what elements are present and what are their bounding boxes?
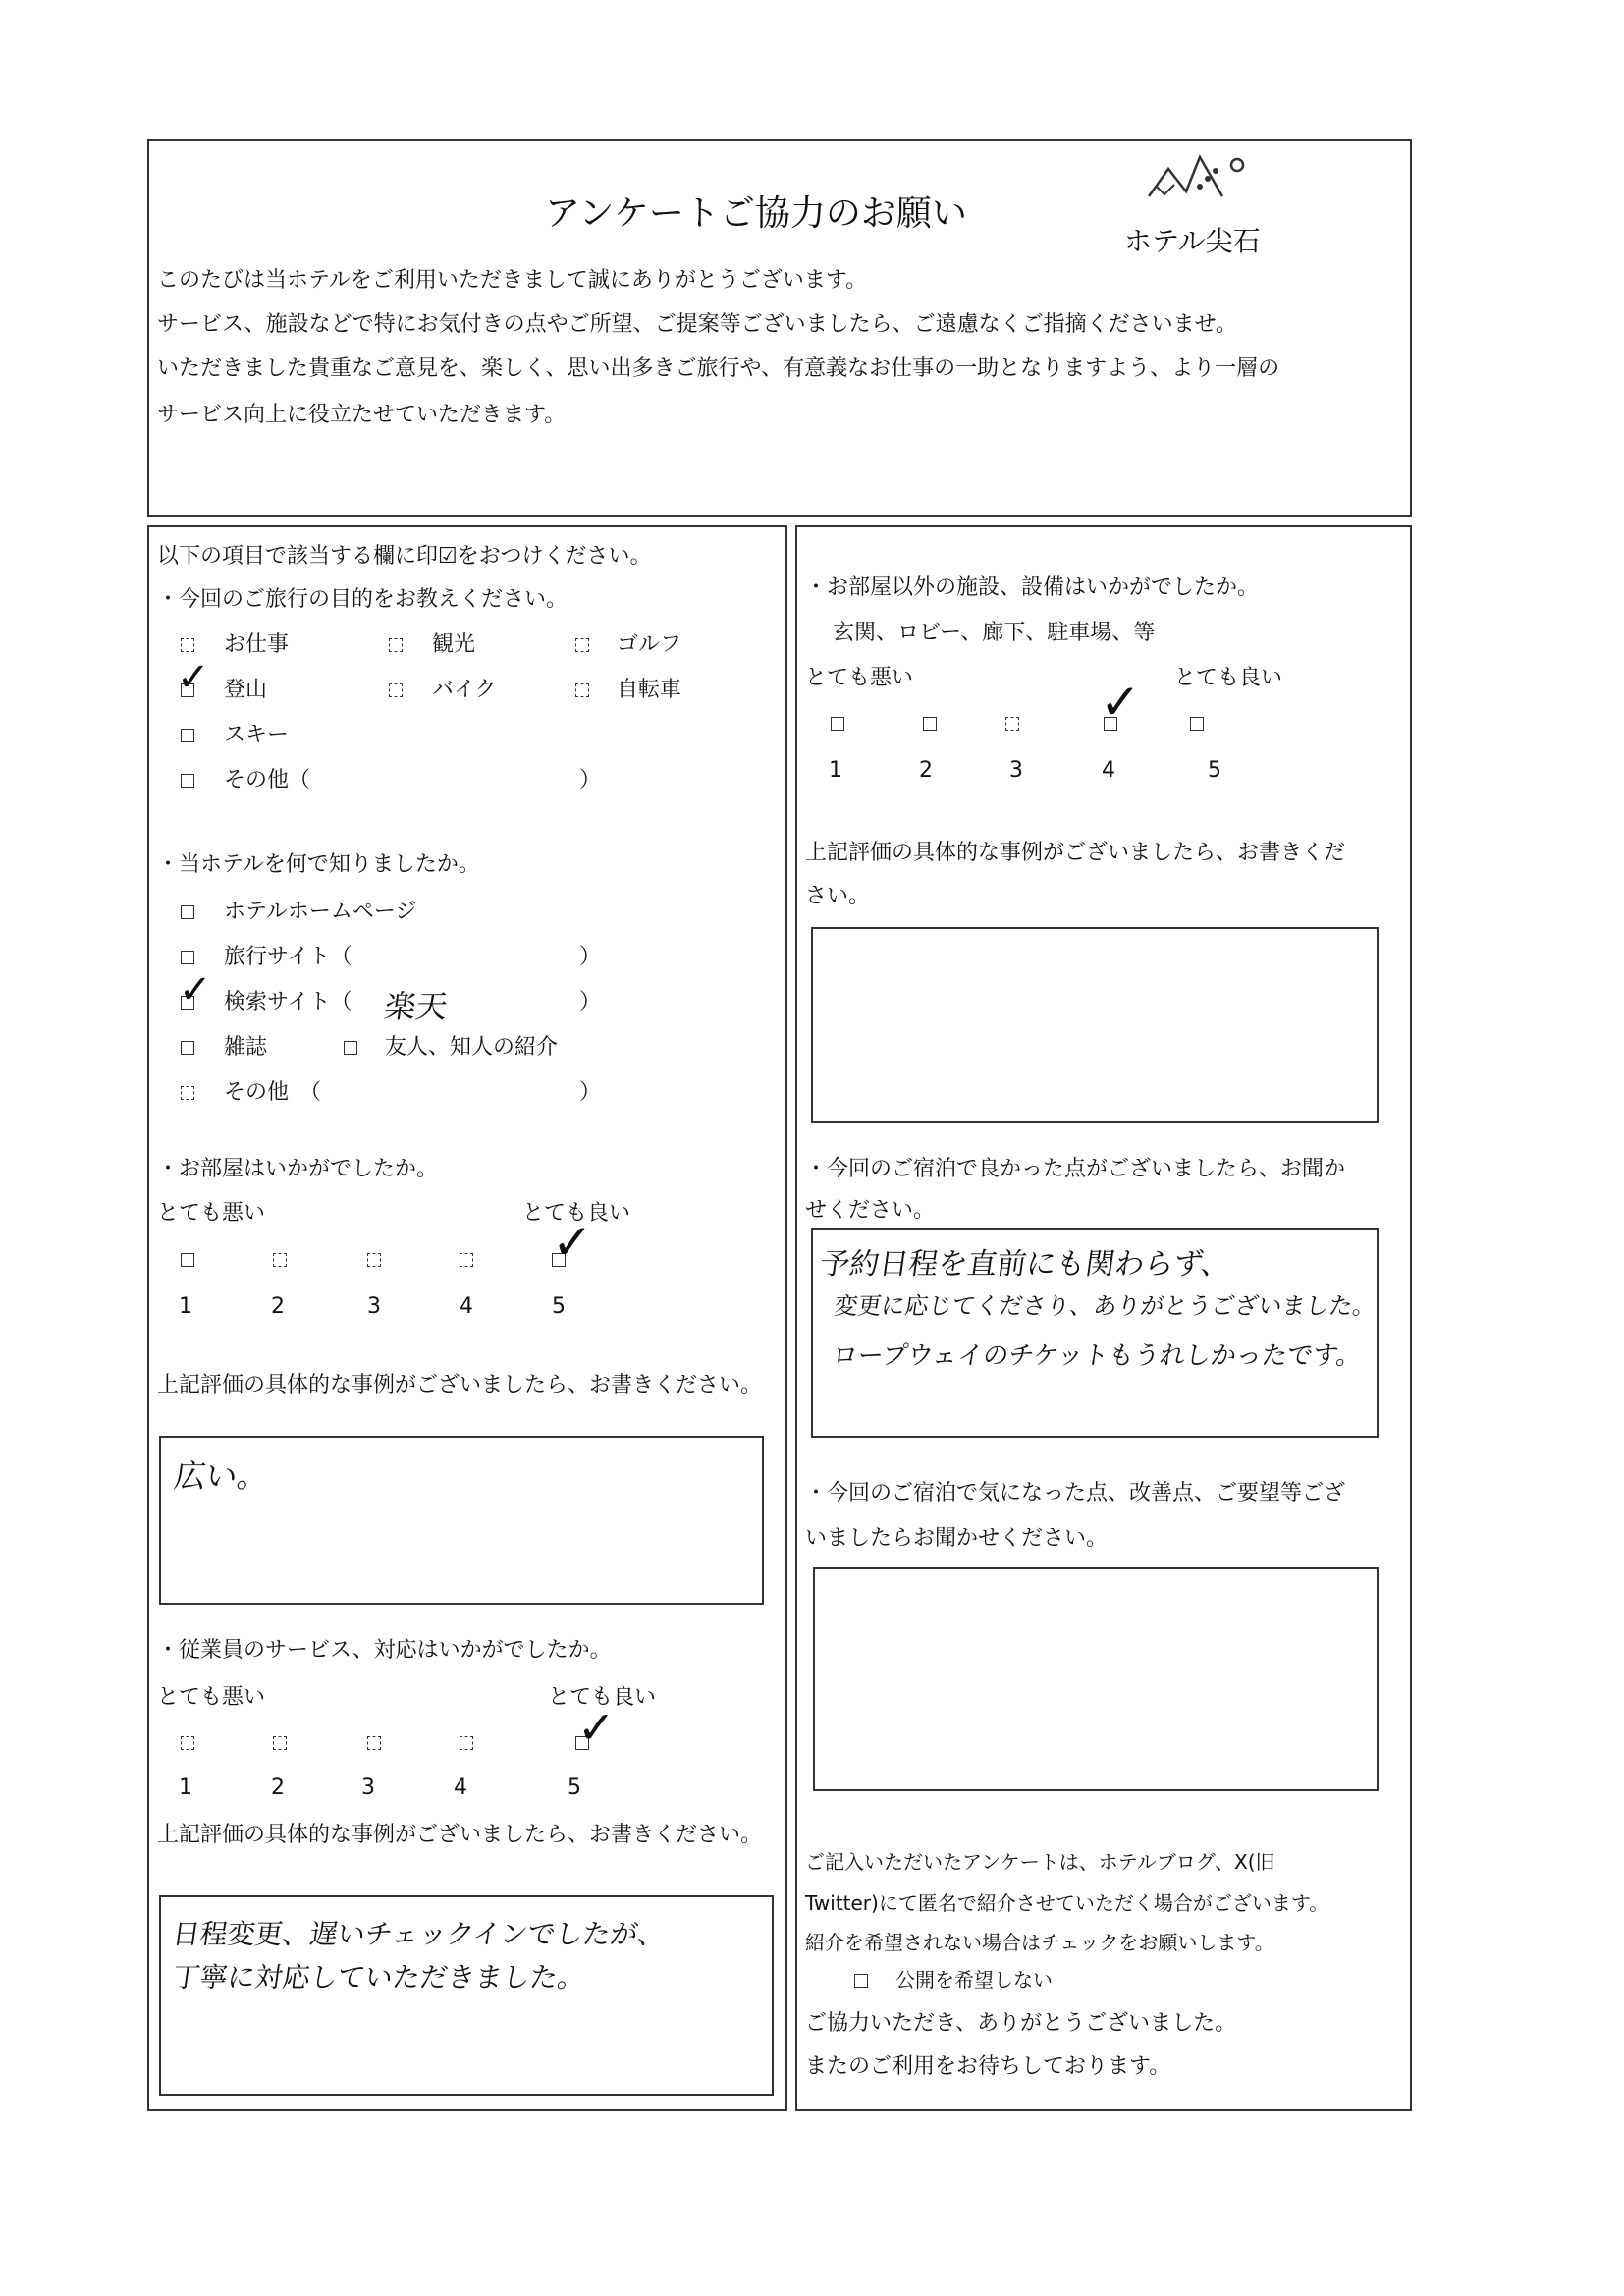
source-question: ・当ホテルを何で知りましたか。: [157, 852, 480, 877]
facility-detail-prompt-line-1: 上記評価の具体的な事例がございましたら、お書きくだ: [805, 841, 1346, 865]
source-travel-site-checkbox[interactable]: [181, 951, 194, 964]
facility-high-label: とても良い: [1174, 666, 1283, 690]
source-magazine-checkbox[interactable]: [181, 1041, 194, 1055]
facility-scale-1: 1: [829, 758, 842, 783]
intro-line-4: サービス向上に役立たせていただきます。: [157, 403, 567, 427]
facility-question: ・お部屋以外の施設、設備はいかがでしたか。: [805, 575, 1260, 600]
improvements-comment-box[interactable]: [813, 1567, 1379, 1791]
intro-line-3: いただきました貴重なご意見を、楽しく、思い出多きご旅行や、有意義なお仕事の一助となりますよう、より一層の: [157, 356, 1280, 381]
source-other-checkbox[interactable]: [181, 1086, 194, 1100]
facility-scale-5: 5: [1208, 758, 1221, 783]
room-scale-3: 3: [367, 1294, 381, 1319]
facility-low-label: とても悪い: [805, 666, 914, 690]
opt-out-label: 公開を希望しない: [895, 1968, 1053, 1992]
source-search-site-checkmark: ✓: [179, 967, 212, 1012]
source-travel-site-close-paren: ）: [579, 945, 602, 969]
room-scale-1: 1: [179, 1294, 192, 1319]
source-homepage-label: ホテルホームページ: [224, 900, 417, 924]
footer-closing: またのご利用をお待ちしております。: [805, 2054, 1171, 2079]
staff-low-label: とても悪い: [157, 1685, 266, 1710]
staff-high-label: とても良い: [548, 1685, 657, 1710]
facility-rating-3-checkbox[interactable]: [1005, 717, 1019, 731]
purpose-bicycle-label: 自転車: [617, 678, 682, 702]
facility-detail-prompt-line-2: さい。: [805, 884, 871, 908]
room-detail-prompt: 上記評価の具体的な事例がございましたら、お書きください。: [157, 1373, 763, 1397]
intro-line-2: サービス、施設などで特にお気付きの点やご所望、ご提案等ございましたら、ご遠慮なくご指摘くださいませ。: [157, 312, 1238, 337]
purpose-bike-label: バイク: [432, 678, 497, 702]
source-other-label: その他 （: [224, 1080, 322, 1105]
room-scale-4: 4: [460, 1294, 473, 1319]
facility-examples: 玄関、ロビー、廊下、駐車場、等: [833, 621, 1156, 645]
room-scale-2: 2: [271, 1294, 285, 1319]
staff-rating-checkmark: ✓: [577, 1701, 616, 1754]
footer-thanks: ご協力いただき、ありがとうございました。: [805, 2011, 1237, 2036]
purpose-climbing-checkmark: ✓: [177, 655, 210, 700]
hotel-name: ホテル尖石: [1124, 225, 1261, 257]
good-points-comment-line-1: 予約日程を直前にも関わらず、: [818, 1247, 1233, 1282]
room-rating-checkmark: ✓: [552, 1214, 593, 1271]
footer-line-3: 紹介を希望されない場合はチェックをお願いします。: [805, 1931, 1274, 1954]
good-points-comment-line-2: 変更に応じてくださり、ありがとうございました。: [832, 1292, 1379, 1320]
footer-line-2: Twitter)にて匿名で紹介させていただく場合がございます。: [805, 1891, 1329, 1915]
facility-rating-2-checkbox[interactable]: [923, 717, 937, 731]
staff-scale-1: 1: [179, 1776, 192, 1800]
purpose-other-close-paren: ）: [579, 768, 602, 793]
staff-detail-prompt: 上記評価の具体的な事例がございましたら、お書きください。: [157, 1823, 763, 1847]
instruction: 以下の項目で該当する欄に印☑をおつけください。: [157, 544, 652, 569]
staff-scale-5: 5: [568, 1776, 581, 1800]
improvements-question-line-2: いましたらお聞かせください。: [805, 1526, 1109, 1551]
purpose-work-checkbox[interactable]: [181, 638, 194, 652]
staff-rating-3-checkbox[interactable]: [367, 1736, 381, 1750]
good-points-question-line-1: ・今回のご宿泊で良かった点がございましたら、お聞か: [805, 1157, 1346, 1181]
room-rating-1-checkbox[interactable]: [181, 1253, 194, 1267]
purpose-ski-checkbox[interactable]: [181, 729, 194, 742]
source-search-site-value: 楽天: [382, 988, 451, 1025]
source-magazine-label: 雑誌: [224, 1035, 268, 1060]
room-comment-text: 広い。: [172, 1457, 272, 1495]
facility-scale-4: 4: [1102, 758, 1115, 783]
source-friend-checkbox[interactable]: [344, 1041, 357, 1055]
source-friend-label: 友人、知人の紹介: [385, 1035, 559, 1060]
facility-rating-1-checkbox[interactable]: [831, 717, 844, 731]
good-points-question-line-2: せください。: [805, 1198, 936, 1223]
purpose-other-checkbox[interactable]: [181, 774, 194, 788]
facility-scale-2: 2: [919, 758, 933, 783]
page-title: アンケートご協力のお願い: [545, 193, 967, 234]
purpose-bike-checkbox[interactable]: [389, 683, 403, 697]
purpose-climbing-label: 登山: [224, 678, 268, 702]
facility-comment-box[interactable]: [811, 927, 1379, 1123]
source-travel-site-label: 旅行サイト（: [224, 945, 352, 969]
purpose-question: ・今回のご旅行の目的をお教えください。: [157, 587, 568, 612]
staff-rating-4-checkbox[interactable]: [460, 1736, 473, 1750]
staff-scale-3: 3: [361, 1776, 375, 1800]
staff-rating-2-checkbox[interactable]: [273, 1736, 287, 1750]
staff-comment-line-2: 丁寧に対応していただきました。: [170, 1961, 588, 1994]
source-other-close-paren: ）: [579, 1080, 602, 1105]
room-question: ・お部屋はいかがでしたか。: [157, 1157, 439, 1181]
opt-out-checkbox[interactable]: [854, 1974, 868, 1988]
purpose-bicycle-checkbox[interactable]: [575, 683, 589, 697]
purpose-golf-checkbox[interactable]: [575, 638, 589, 652]
room-scale-5: 5: [552, 1294, 566, 1319]
facility-rating-5-checkbox[interactable]: [1190, 717, 1204, 731]
facility-scale-3: 3: [1009, 758, 1023, 783]
source-search-site-label: 検索サイト（: [224, 990, 352, 1014]
staff-rating-1-checkbox[interactable]: [181, 1736, 194, 1750]
purpose-sightseeing-label: 観光: [432, 632, 476, 657]
staff-scale-4: 4: [454, 1776, 467, 1800]
room-rating-3-checkbox[interactable]: [367, 1253, 381, 1267]
purpose-ski-label: スキー: [224, 723, 290, 747]
staff-scale-2: 2: [271, 1776, 285, 1800]
purpose-sightseeing-checkbox[interactable]: [389, 638, 403, 652]
room-rating-4-checkbox[interactable]: [460, 1253, 473, 1267]
intro-line-1: このたびは当ホテルをご利用いただきまして誠にありがとうございます。: [157, 268, 868, 293]
purpose-work-label: お仕事: [224, 632, 290, 657]
facility-rating-checkmark: ✓: [1100, 674, 1141, 731]
room-rating-2-checkbox[interactable]: [273, 1253, 287, 1267]
room-high-label: とても良い: [522, 1201, 631, 1226]
source-homepage-checkbox[interactable]: [181, 905, 194, 919]
purpose-golf-label: ゴルフ: [617, 632, 682, 657]
footer-line-1: ご記入いただいたアンケートは、ホテルブログ、X(旧: [805, 1850, 1275, 1874]
improvements-question-line-1: ・今回のご宿泊で気になった点、改善点、ご要望等ござ: [805, 1481, 1346, 1505]
staff-comment-line-1: 日程変更、遅いチェックインでしたが、: [170, 1918, 668, 1950]
purpose-other-label: その他（: [224, 768, 311, 793]
source-search-site-close-paren: ）: [579, 990, 602, 1014]
hotel-logo: [1139, 147, 1257, 216]
staff-question: ・従業員のサービス、対応はいかがでしたか。: [157, 1638, 612, 1663]
good-points-comment-line-3: ロープウェイのチケットもうれしかったです。: [830, 1341, 1365, 1371]
room-low-label: とても悪い: [157, 1201, 266, 1226]
